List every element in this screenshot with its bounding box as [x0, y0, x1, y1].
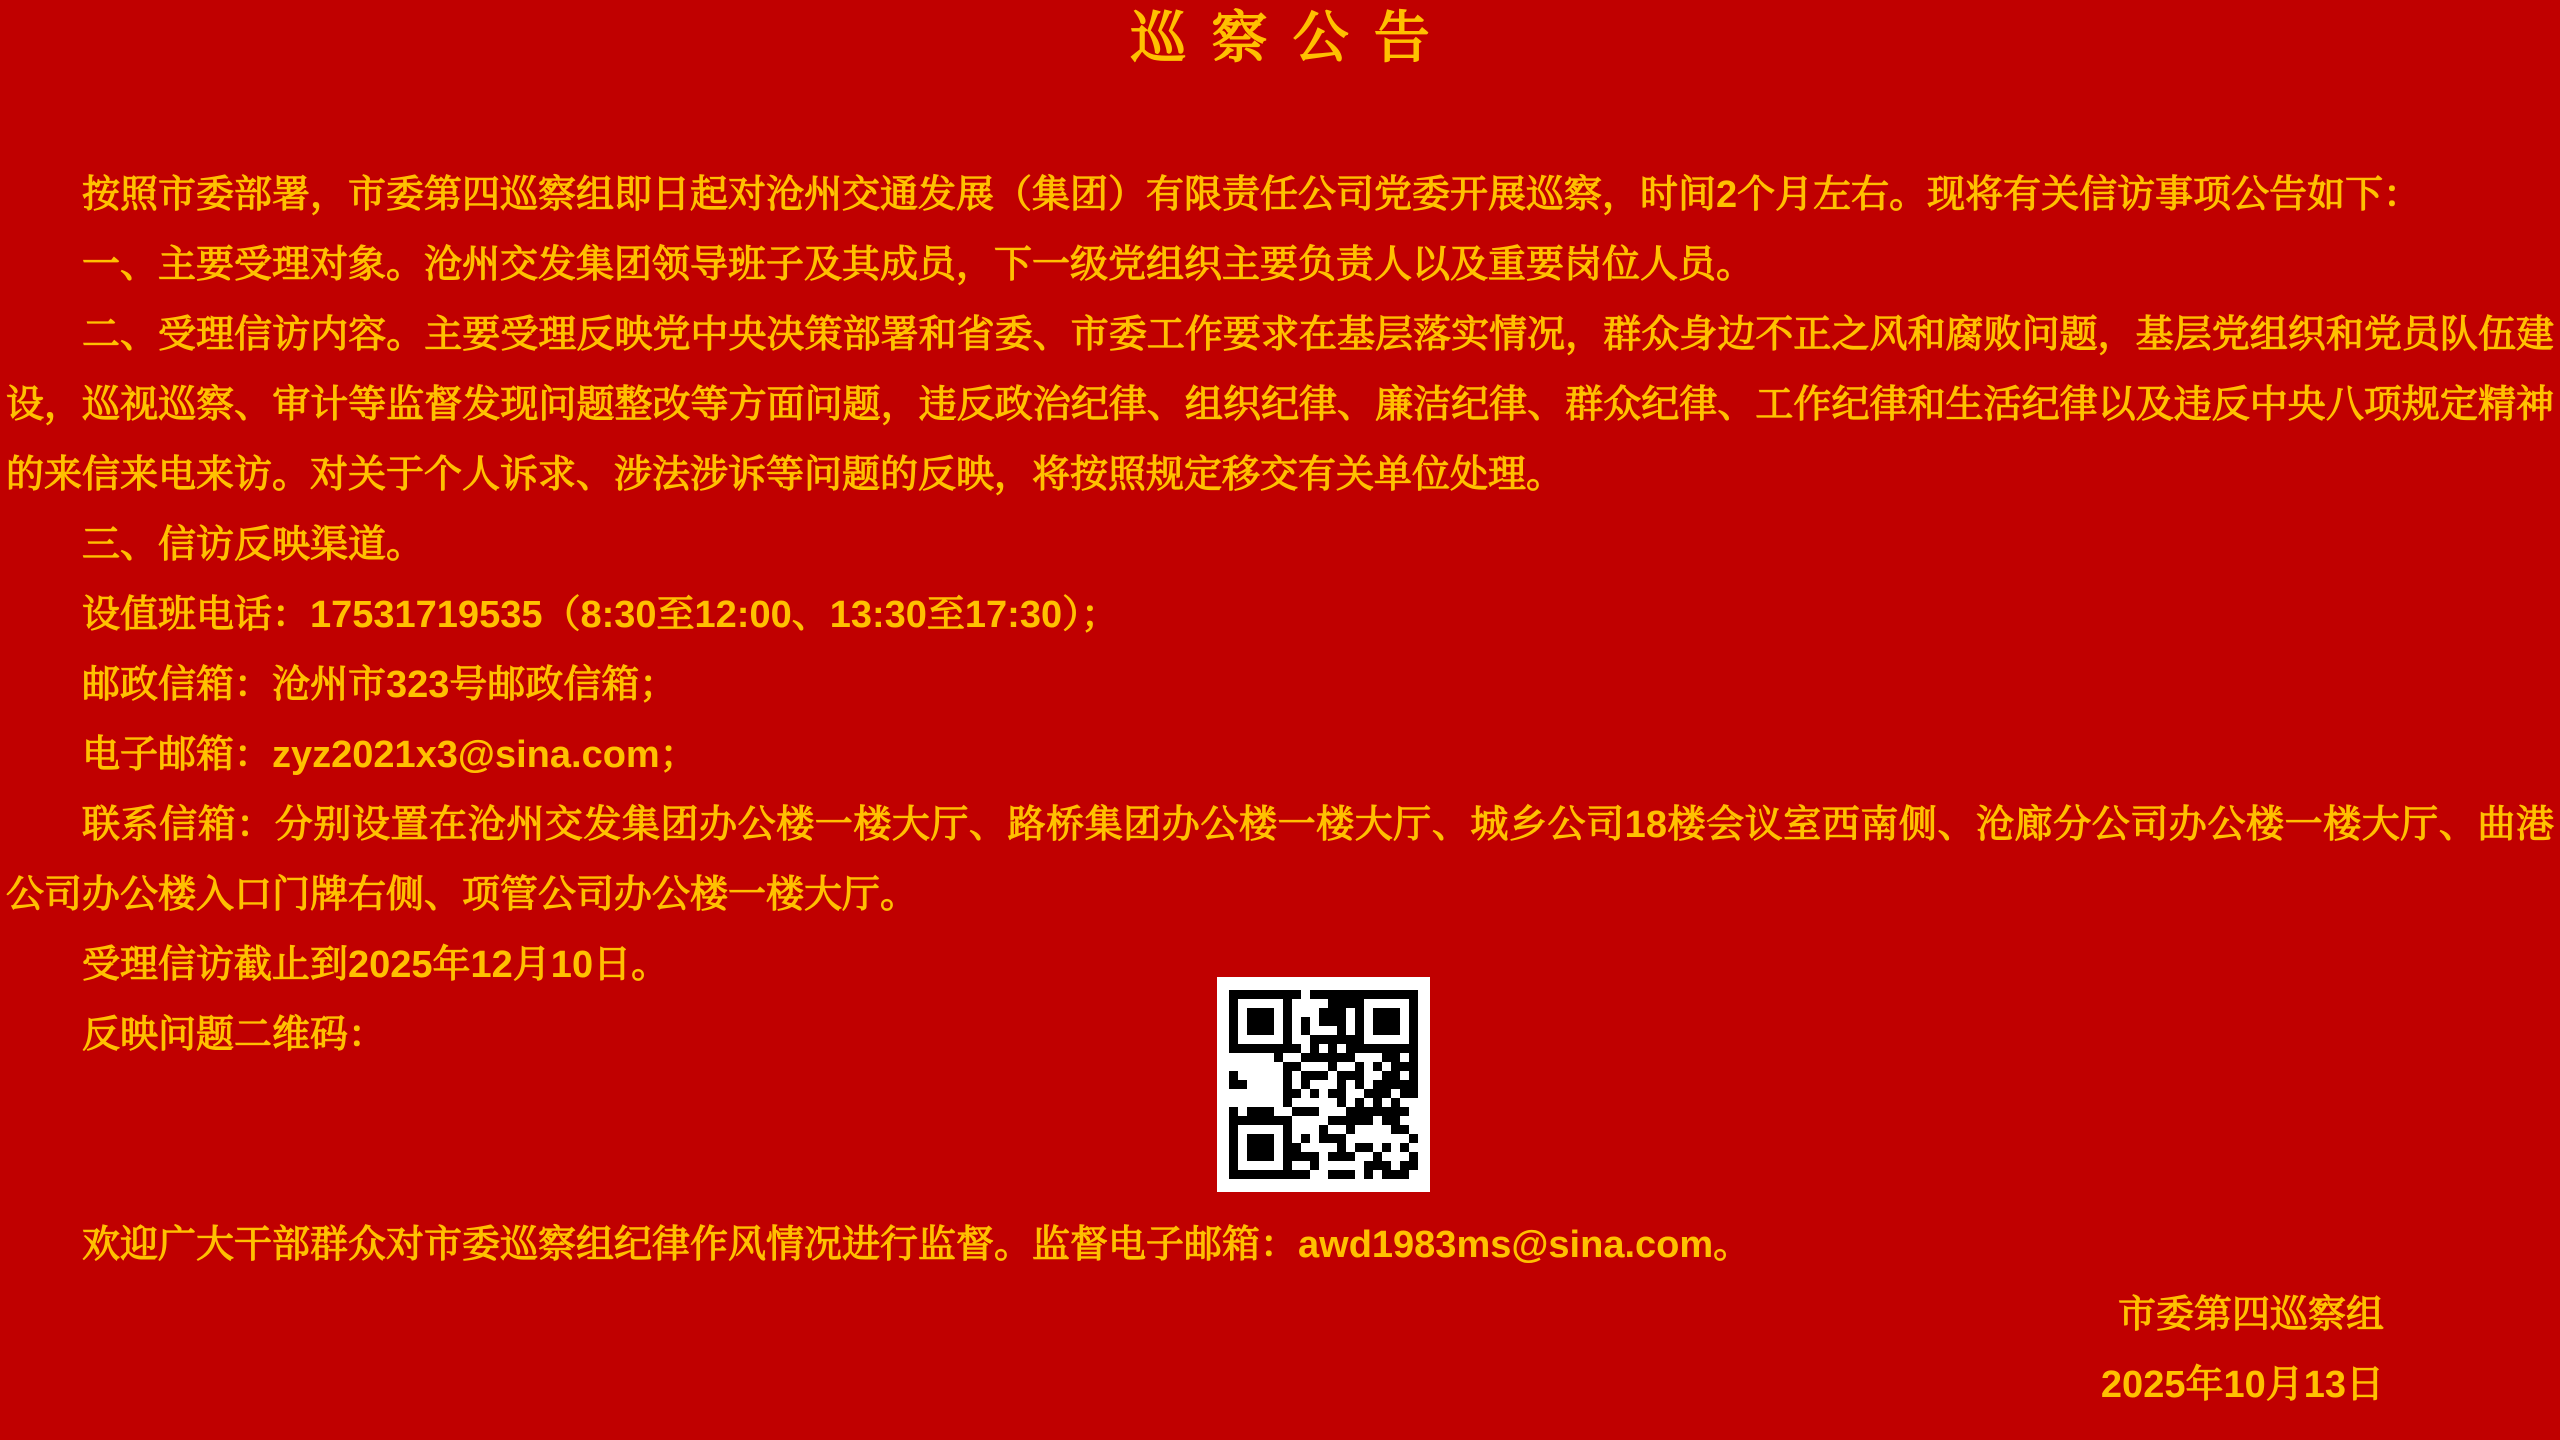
signature-date: 2025年10月13日 [2100, 1364, 2384, 1406]
announcement-body [0, 160, 2560, 1420]
qr-code-image [1229, 990, 1418, 1179]
paragraph-intro: 按照市委部署，市委第四巡察组即日起对沧州交通发展（集团）有限责任公司党委开展巡察，时间2个月左右。现将有关信访事项公告如下： [82, 174, 2422, 216]
paragraph-section3-channels: 三、信访反映渠道。 [82, 524, 425, 566]
paragraph-deadline: 受理信访截止到2025年12月10日。 [82, 944, 670, 986]
paragraph-section2-content: 二、受理信访内容。主要受理反映党中央决策部署和省委、市委工作要求在基层落实情况，群众身边不正之风和腐败问题，基层党组织和党员队伍建设，巡视巡察、审计等监督发现问题整改等方面问题，违反政治纪律、组织纪律、廉洁纪律、群众纪律、工作纪律和生活纪律以及违反中央八项规定精神的来信来电来访。对关于个人诉求、涉法涉诉等问题的反映，将按照规定移交有关单位处理。 [6, 314, 2554, 496]
paragraph-duty-phone: 设值班电话：17531719535（8:30至12:00、13:30至17:30）； [82, 594, 1120, 636]
qr-code [1217, 977, 1430, 1192]
paragraph-post-box: 邮政信箱：沧州市323号邮政信箱； [82, 664, 678, 706]
paragraph-qr-label: 反映问题二维码： [82, 1014, 387, 1056]
signature-group: 市委第四巡察组 [2117, 1294, 2384, 1336]
paragraph-email: 电子邮箱：zyz2021x3@sina.com； [82, 734, 698, 776]
paragraph-mailboxes: 联系信箱：分别设置在沧州交发集团办公楼一楼大厅、路桥集团办公楼一楼大厅、城乡公司18楼会议室西南侧、沧廊分公司办公楼一楼大厅、曲港公司办公楼入口门牌右侧、项管公司办公楼一楼大厅。 [6, 804, 2554, 916]
paragraph-section1-targets: 一、主要受理对象。沧州交发集团领导班子及其成员，下一级党组织主要负责人以及重要岗位人员。 [82, 244, 1755, 286]
page-title: 巡察公告 [1130, 8, 1455, 70]
paragraph-supervision: 欢迎广大干部群众对市委巡察组纪律作风情况进行监督。监督电子邮箱：awd1983ms@sina.com。 [82, 1224, 1752, 1266]
